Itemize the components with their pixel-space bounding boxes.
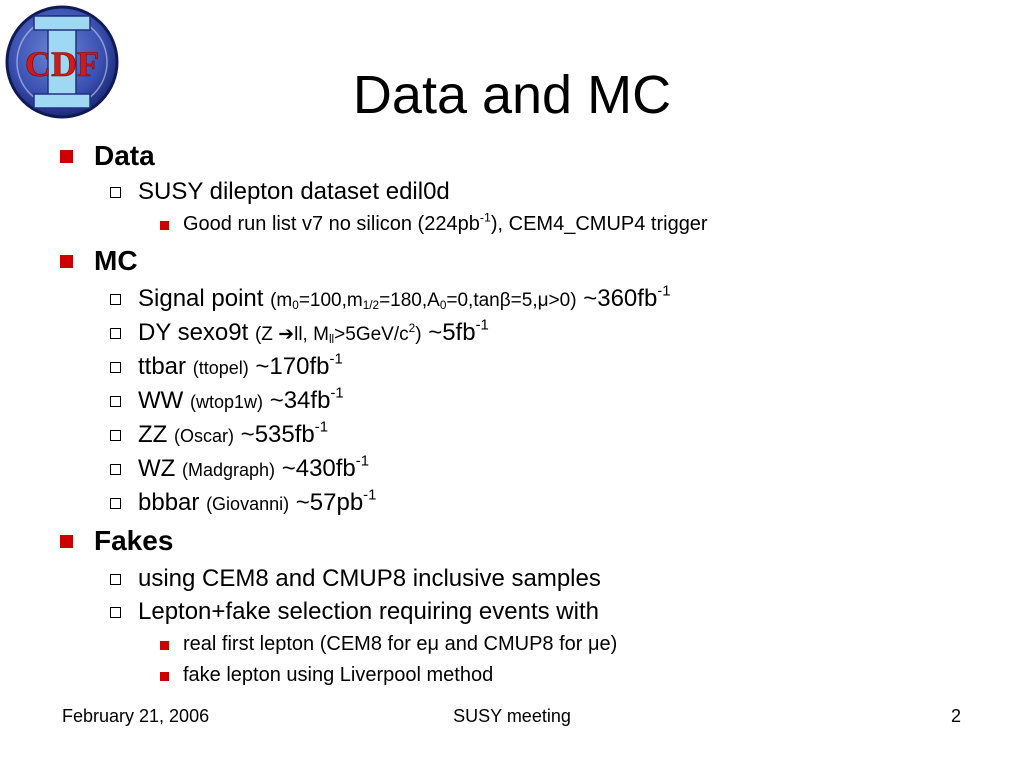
- level3-bullet-icon: [160, 672, 169, 681]
- fakes-subitem-real: real first lepton (CEM8 for eμ and CMUP8 for μe): [183, 633, 618, 655]
- mc-item-ww: WW (wtop1w) $\sim 34fb^{-1}$: [138, 385, 344, 414]
- mc-item-ttbar: ttbar (ttopel) $\sim 170fb^{-1}$: [138, 351, 343, 380]
- section-data-heading: Data: [94, 140, 155, 171]
- level2-bullet-icon: [110, 328, 121, 339]
- level2-bullet-icon: [110, 574, 121, 585]
- mc-item-bbbar: bbbar (Giovanni) $\sim 57pb^{-1}$: [138, 487, 377, 516]
- level1-bullet-icon: [60, 255, 73, 268]
- data-subitem-goodrun: Good run list v7 no silicon $(224pb^{-1})$, CEM4_CMUP4 trigger: [183, 210, 708, 235]
- footer-meeting: SUSY meeting: [453, 706, 571, 726]
- fakes-subitem-fake: fake lepton using Liverpool method: [183, 664, 494, 686]
- logo-text: CDF: [25, 44, 99, 84]
- footer-page-number: 2: [951, 706, 962, 726]
- level1-bullet-icon: [60, 150, 73, 163]
- section-fakes-heading: Fakes: [94, 525, 174, 556]
- level2-bullet-icon: [110, 607, 121, 618]
- level2-bullet-icon: [110, 187, 121, 198]
- right-arrow-icon: ➔: [278, 324, 295, 345]
- level2-bullet-icon: [110, 464, 121, 475]
- level1-bullet-icon: [60, 535, 73, 548]
- mc-item-dy: DY sexo9t (Z ➔ll, $M_{ll}>5GeV/c^2$) $\sim 5fb^{-1}$: [138, 317, 489, 346]
- section-mc-heading: MC: [94, 245, 138, 276]
- mc-item-zz: ZZ (Oscar) $\sim 535fb^{-1}$: [138, 419, 328, 448]
- level2-bullet-icon: [110, 294, 121, 305]
- mc-item-signal: Signal point $(m_0=100,m_{1/2}=180,A_0=0,\tan\beta=5,\mu>0)$ $\sim 360fb^{-1}$: [138, 283, 671, 312]
- level2-bullet-icon: [110, 430, 121, 441]
- fakes-item-selection: Lepton+fake selection requiring events with: [138, 598, 599, 625]
- level2-bullet-icon: [110, 498, 121, 509]
- slide-title: Data and MC: [352, 65, 672, 125]
- mc-item-wz: WZ (Madgraph) $\sim 430fb^{-1}$: [138, 453, 370, 482]
- data-item-dataset: SUSY dilepton dataset edil0d: [138, 178, 450, 205]
- fakes-item-samples: using CEM8 and CMUP8 inclusive samples: [138, 565, 601, 592]
- footer-date: February 21, 2006: [62, 706, 210, 726]
- level3-bullet-icon: [160, 641, 169, 650]
- level3-bullet-icon: [160, 221, 169, 230]
- level2-bullet-icon: [110, 362, 121, 373]
- level2-bullet-icon: [110, 396, 121, 407]
